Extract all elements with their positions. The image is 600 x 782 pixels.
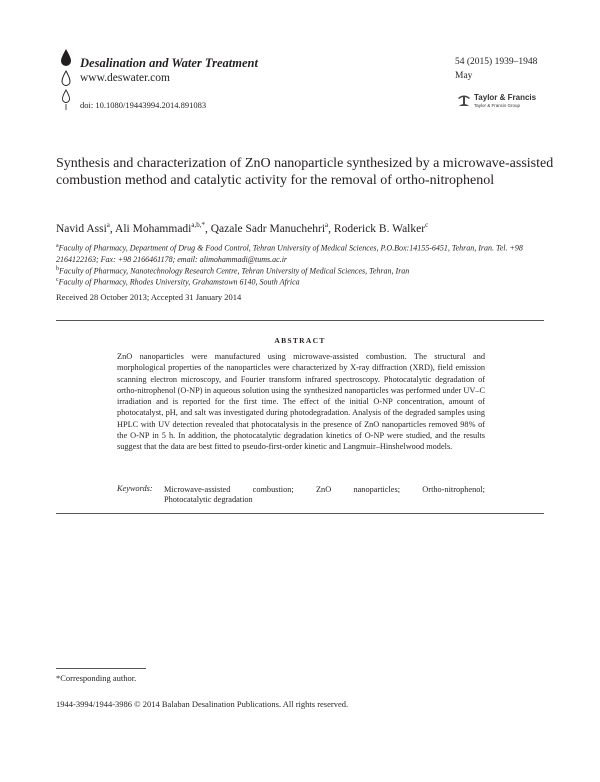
doi[interactable]: doi: 10.1080/19443994.2014.891083 bbox=[80, 100, 207, 110]
author-separator: , bbox=[109, 222, 116, 235]
footnote-divider bbox=[56, 668, 146, 669]
author-name: Ali Mohammadi bbox=[115, 222, 192, 235]
author-name: Roderick B. Walker bbox=[333, 222, 426, 235]
author-affil-mark: a,b,* bbox=[191, 221, 205, 229]
publisher-name: Taylor & Francis bbox=[474, 93, 537, 102]
affil-text: Faculty of Pharmacy, Department of Drug & Food Control, Tehran University of Medical Sciences, P.O.Box:14155-6451, Tehran, Iran. Tel. +98 2164122163; Fax: +98 2166461178; email: alimohammadi@tums.ac.ir bbox=[56, 243, 523, 265]
taylor-francis-logo-icon bbox=[456, 92, 472, 110]
volume-pages: 54 (2015) 1939–1948 bbox=[455, 57, 538, 67]
received-dates: Received 28 October 2013; Accepted 31 January 2014 bbox=[56, 292, 242, 302]
author-name: Qazale Sadr Manuchehri bbox=[210, 222, 326, 235]
journal-title: Desalination and Water Treatment bbox=[80, 56, 258, 70]
author-name: Navid Assi bbox=[56, 222, 107, 235]
affil-text: Faculty of Pharmacy, Nanotechnology Research Centre, Tehran University of Medical Sciences, Tehran, Iran bbox=[59, 266, 410, 276]
issue-month: May bbox=[455, 71, 473, 81]
author-affil-mark: c bbox=[425, 221, 429, 229]
copyright: 1944-3994/1944-3986 © 2014 Balaban Desalination Publications. All rights reserved. bbox=[56, 699, 349, 709]
author-affil-mark: a bbox=[325, 221, 329, 229]
divider bbox=[56, 513, 544, 514]
journal-url[interactable]: www.deswater.com bbox=[80, 72, 170, 84]
author-list bbox=[56, 221, 556, 235]
affil-text: Faculty of Pharmacy, Rhodes University, Grahamstown 6140, South Africa bbox=[58, 277, 300, 287]
divider bbox=[56, 320, 544, 321]
author-separator: , bbox=[328, 222, 334, 235]
keywords-line: Microwave-assisted combustion; ZnO nanoparticles; Ortho-nitrophenol; bbox=[164, 485, 485, 494]
affiliation bbox=[56, 241, 551, 266]
keywords-line: Photocatalytic degradation bbox=[164, 495, 253, 504]
corresponding-author-note: *Corresponding author. bbox=[56, 673, 137, 683]
affil-mark: c bbox=[56, 277, 59, 283]
keywords-label: Keywords: bbox=[117, 484, 153, 493]
article-title: Synthesis and characterization of ZnO nanoparticle synthesized by a microwave-assisted combustion method and catalytic activity for the removal of ortho-nitrophenol bbox=[56, 156, 554, 188]
abstract-text: ZnO nanoparticles were manufactured using microwave-assisted combustion. The structural and morphological properties of the nanoparticles were characterized by X-ray diffraction (XRD), field emission scanning electron microscopy, and Fourier transform infrared spectroscopy. Photocatalytic degradation of ortho-nitrophenol (O-NP) in aqueous solution using the synthesized nanoparticles was performed under UV–C irradiation and is reported for the first time. The effect of the initial O-NP concentration, amount of photocatalyst, pH, and salt was investigated during photodegradation. Analysis of the degraded samples using HPLC with UV detection revealed that photocatalysis in the presence of ZnO nanoparticles removed 98% of the O-NP in 5 h. In addition, the photocatalytic degradation kinetics of O-NP were studied, and the results suggest that the data are best fitted to pseudo-first-order kinetic and Langmuir–Hinshelwood models. bbox=[117, 352, 485, 452]
affiliation bbox=[56, 275, 551, 288]
abstract-heading: ABSTRACT bbox=[274, 336, 326, 345]
water-drops-logo-icon bbox=[56, 47, 76, 111]
affil-mark: a bbox=[56, 243, 59, 249]
author-separator: , bbox=[204, 222, 211, 235]
affil-mark: b bbox=[56, 266, 59, 272]
author-affil-mark: a bbox=[106, 221, 110, 229]
publisher-group: Taylor & Francis Group bbox=[474, 103, 521, 108]
